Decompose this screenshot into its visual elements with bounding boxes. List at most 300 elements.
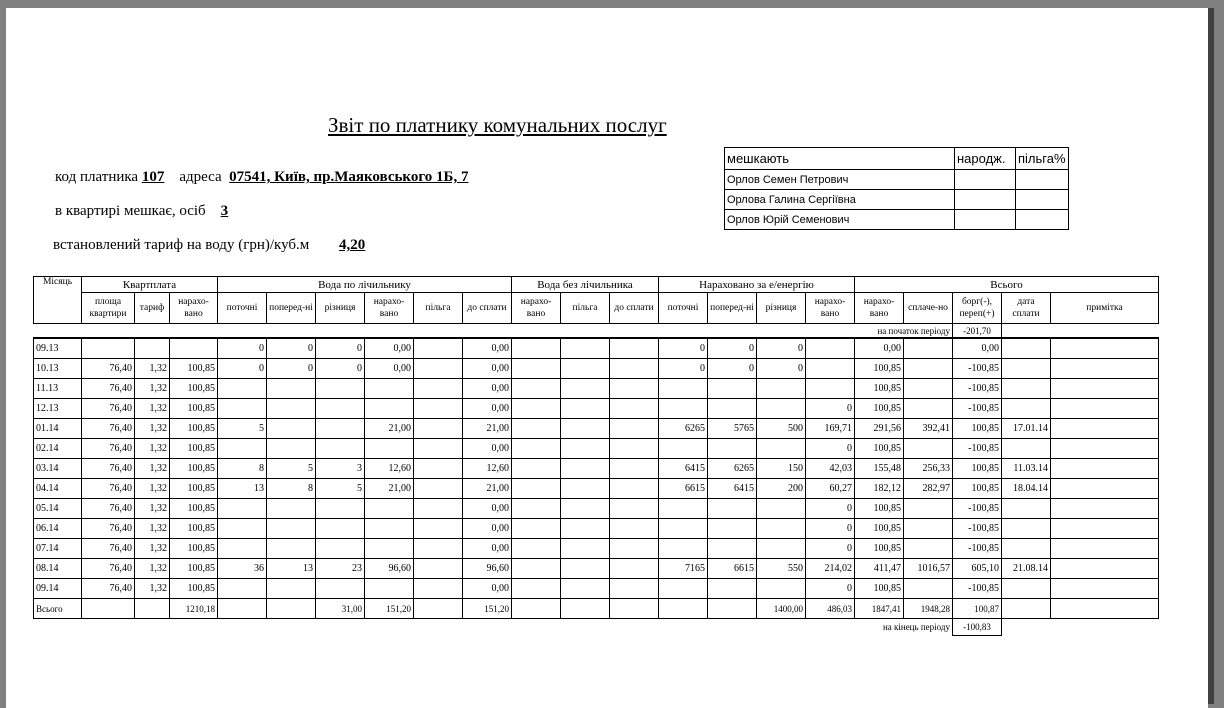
- value-cell: 0: [267, 359, 316, 379]
- value-cell: [512, 459, 561, 479]
- value-cell: 0: [316, 338, 365, 359]
- value-cell: 76,40: [82, 419, 135, 439]
- resident-birth: [955, 170, 1016, 190]
- value-cell: [512, 338, 561, 359]
- value-cell: [218, 519, 267, 539]
- value-cell: 36: [218, 559, 267, 579]
- value-cell: [1002, 519, 1051, 539]
- value-cell: 0,00: [463, 359, 512, 379]
- payer-code: 107: [141, 169, 165, 185]
- value-cell: 1,32: [135, 359, 170, 379]
- value-cell: [512, 419, 561, 439]
- end-period-value: -100,83: [953, 619, 1002, 636]
- value-cell: 76,40: [82, 459, 135, 479]
- value-cell: 100,85: [170, 439, 218, 459]
- value-cell: 6615: [659, 479, 708, 499]
- value-cell: [267, 539, 316, 559]
- value-cell: [414, 359, 463, 379]
- value-cell: [561, 559, 610, 579]
- value-cell: [561, 359, 610, 379]
- value-cell: 500: [757, 419, 806, 439]
- value-cell: [757, 519, 806, 539]
- value-cell: [316, 519, 365, 539]
- value-cell: [267, 519, 316, 539]
- residents-table: [724, 147, 1069, 230]
- value-cell: 6615: [708, 559, 757, 579]
- value-cell: [414, 459, 463, 479]
- value-cell: 100,85: [855, 499, 904, 519]
- value-cell: 96,60: [365, 559, 414, 579]
- resident-row: [725, 190, 1069, 210]
- value-cell: 550: [757, 559, 806, 579]
- value-cell: 1,32: [135, 539, 170, 559]
- value-cell: [904, 499, 953, 519]
- value-cell: [316, 539, 365, 559]
- value-cell: 1,32: [135, 519, 170, 539]
- value-cell: 1,32: [135, 399, 170, 419]
- subheader-cell: тариф: [135, 293, 170, 324]
- value-cell: [365, 519, 414, 539]
- value-cell: 169,71: [806, 419, 855, 439]
- value-cell: [365, 499, 414, 519]
- value-cell: [170, 338, 218, 359]
- total-cell: 1400,00: [757, 599, 806, 619]
- resident-row: [725, 170, 1069, 190]
- value-cell: 100,85: [170, 379, 218, 399]
- subheader-cell: різниця: [316, 293, 365, 324]
- residents-header-name: мешкають: [725, 148, 955, 170]
- value-cell: 0: [218, 338, 267, 359]
- resident-benefit: [1016, 210, 1069, 230]
- utilities-table: [33, 276, 1159, 636]
- month-cell: 02.14: [34, 439, 82, 459]
- total-cell: 1210,18: [170, 599, 218, 619]
- value-cell: [365, 539, 414, 559]
- total-cell: [135, 599, 170, 619]
- value-cell: 1,32: [135, 499, 170, 519]
- value-cell: -100,85: [953, 519, 1002, 539]
- value-cell: [1051, 579, 1159, 599]
- value-cell: 6415: [708, 479, 757, 499]
- value-cell: 0,00: [463, 519, 512, 539]
- value-cell: [708, 539, 757, 559]
- total-row: [34, 599, 1159, 619]
- value-cell: 0,00: [953, 338, 1002, 359]
- value-cell: [414, 419, 463, 439]
- value-cell: [610, 379, 659, 399]
- value-cell: 100,85: [855, 579, 904, 599]
- resident-benefit: [1016, 170, 1069, 190]
- value-cell: [512, 479, 561, 499]
- value-cell: 13: [218, 479, 267, 499]
- value-cell: 0,00: [463, 379, 512, 399]
- value-cell: [904, 359, 953, 379]
- subheader-cell: сплаче-но: [904, 293, 953, 324]
- table-row: [34, 559, 1159, 579]
- value-cell: [561, 338, 610, 359]
- value-cell: [414, 338, 463, 359]
- resident-birth: [955, 210, 1016, 230]
- value-cell: 100,85: [855, 539, 904, 559]
- value-cell: [1051, 459, 1159, 479]
- value-cell: [267, 439, 316, 459]
- value-cell: 1,32: [135, 459, 170, 479]
- total-cell: [512, 599, 561, 619]
- value-cell: 0: [757, 338, 806, 359]
- total-cell: [708, 599, 757, 619]
- value-cell: 96,60: [463, 559, 512, 579]
- value-cell: [806, 379, 855, 399]
- value-cell: 100,85: [953, 419, 1002, 439]
- value-cell: [610, 559, 659, 579]
- value-cell: 60,27: [806, 479, 855, 499]
- value-cell: -100,85: [953, 439, 1002, 459]
- value-cell: 214,02: [806, 559, 855, 579]
- value-cell: 100,85: [170, 519, 218, 539]
- value-cell: 76,40: [82, 479, 135, 499]
- value-cell: [218, 399, 267, 419]
- value-cell: 11.03.14: [1002, 459, 1051, 479]
- value-cell: [659, 379, 708, 399]
- value-cell: [904, 519, 953, 539]
- value-cell: 100,85: [170, 459, 218, 479]
- value-cell: 100,85: [170, 399, 218, 419]
- value-cell: 0: [659, 338, 708, 359]
- payer-code-label: код платника: [55, 169, 139, 185]
- value-cell: 6265: [659, 419, 708, 439]
- total-cell: 1948,28: [904, 599, 953, 619]
- subheader-cell: поперед-ні: [267, 293, 316, 324]
- month-cell: 03.14: [34, 459, 82, 479]
- value-cell: 8: [267, 479, 316, 499]
- value-cell: 7165: [659, 559, 708, 579]
- subheader-cell: різниця: [757, 293, 806, 324]
- group-rent: Квартплата: [82, 277, 218, 293]
- end-period-row: [34, 619, 1159, 636]
- value-cell: [267, 579, 316, 599]
- value-cell: [757, 499, 806, 519]
- value-cell: [806, 338, 855, 359]
- subheader-cell: площа квартири: [82, 293, 135, 324]
- value-cell: 0: [267, 338, 316, 359]
- value-cell: 0: [316, 359, 365, 379]
- value-cell: [1051, 399, 1159, 419]
- value-cell: [365, 399, 414, 419]
- value-cell: 100,85: [855, 439, 904, 459]
- resident-name: Орлова Галина Сергіївна: [725, 190, 955, 210]
- value-cell: 76,40: [82, 519, 135, 539]
- value-cell: 21,00: [365, 479, 414, 499]
- value-cell: 0: [708, 359, 757, 379]
- value-cell: [904, 399, 953, 419]
- value-cell: [316, 579, 365, 599]
- value-cell: 282,97: [904, 479, 953, 499]
- value-cell: 100,85: [953, 479, 1002, 499]
- value-cell: 0,00: [463, 439, 512, 459]
- value-cell: 605,10: [953, 559, 1002, 579]
- value-cell: [757, 539, 806, 559]
- value-cell: 21,00: [463, 419, 512, 439]
- value-cell: [904, 379, 953, 399]
- subheader-cell: поточні: [218, 293, 267, 324]
- value-cell: [610, 399, 659, 419]
- value-cell: [708, 499, 757, 519]
- value-cell: 0,00: [463, 579, 512, 599]
- value-cell: [414, 499, 463, 519]
- value-cell: 76,40: [82, 579, 135, 599]
- value-cell: [659, 519, 708, 539]
- table-row: [34, 479, 1159, 499]
- residents-header: [725, 148, 1069, 170]
- total-label: Всього: [34, 599, 82, 619]
- table-row: [34, 519, 1159, 539]
- table-row: [34, 399, 1159, 419]
- subheader-cell: дата сплати: [1002, 293, 1051, 324]
- value-cell: 0: [757, 359, 806, 379]
- value-cell: 76,40: [82, 499, 135, 519]
- value-cell: 100,85: [855, 399, 904, 419]
- value-cell: 12,60: [365, 459, 414, 479]
- value-cell: [1002, 579, 1051, 599]
- total-cell: [561, 599, 610, 619]
- month-cell: 12.13: [34, 399, 82, 419]
- group-electricity: Нараховано за е/енергію: [659, 277, 855, 293]
- value-cell: [218, 579, 267, 599]
- subheader-cell: нарахо-вано: [806, 293, 855, 324]
- month-cell: 07.14: [34, 539, 82, 559]
- residents-header-birth: народж.: [955, 148, 1016, 170]
- subheader-cell: до сплати: [610, 293, 659, 324]
- value-cell: [610, 439, 659, 459]
- subheader-cell: поперед-ні: [708, 293, 757, 324]
- subheader-cell: до сплати: [463, 293, 512, 324]
- value-cell: 100,85: [953, 459, 1002, 479]
- subheader-cell: нарахо-вано: [170, 293, 218, 324]
- value-cell: 0,00: [365, 338, 414, 359]
- value-cell: [561, 519, 610, 539]
- month-cell: 06.14: [34, 519, 82, 539]
- value-cell: [904, 539, 953, 559]
- value-cell: [1051, 499, 1159, 519]
- value-cell: [267, 419, 316, 439]
- persons-value: 3: [220, 203, 229, 219]
- value-cell: 12,60: [463, 459, 512, 479]
- value-cell: [561, 419, 610, 439]
- value-cell: [218, 499, 267, 519]
- value-cell: [512, 539, 561, 559]
- value-cell: [1051, 338, 1159, 359]
- value-cell: 100,85: [170, 539, 218, 559]
- total-cell: 151,20: [365, 599, 414, 619]
- value-cell: [512, 579, 561, 599]
- table-row: [34, 359, 1159, 379]
- table-row: [34, 499, 1159, 519]
- value-cell: 0: [806, 579, 855, 599]
- value-cell: 5: [218, 419, 267, 439]
- value-cell: [218, 439, 267, 459]
- value-cell: [414, 579, 463, 599]
- value-cell: 0: [806, 399, 855, 419]
- value-cell: [512, 499, 561, 519]
- subheader-row: [34, 293, 1159, 324]
- value-cell: [512, 519, 561, 539]
- value-cell: [561, 459, 610, 479]
- group-water-meter: Вода по лічильнику: [218, 277, 512, 293]
- value-cell: 76,40: [82, 359, 135, 379]
- residents-header-benefit: пільга%: [1016, 148, 1069, 170]
- total-cell: 486,03: [806, 599, 855, 619]
- value-cell: [316, 419, 365, 439]
- value-cell: 0: [708, 338, 757, 359]
- total-cell: [1051, 599, 1159, 619]
- page-shadow: [1208, 8, 1214, 704]
- value-cell: 1,32: [135, 559, 170, 579]
- persons-label: в квартирі мешкає, осіб: [55, 203, 206, 219]
- tariff-line: [53, 237, 365, 254]
- total-cell: 1847,41: [855, 599, 904, 619]
- value-cell: [561, 379, 610, 399]
- resident-name: Орлов Юрій Семенович: [725, 210, 955, 230]
- value-cell: [1002, 539, 1051, 559]
- value-cell: [82, 338, 135, 359]
- value-cell: 182,12: [855, 479, 904, 499]
- value-cell: [316, 499, 365, 519]
- end-period-label: на кінець періоду: [882, 622, 950, 633]
- month-header: Місяць: [34, 277, 82, 324]
- value-cell: [659, 399, 708, 419]
- month-cell: 11.13: [34, 379, 82, 399]
- value-cell: [561, 439, 610, 459]
- total-cell: [1002, 599, 1051, 619]
- value-cell: 0: [806, 499, 855, 519]
- value-cell: [561, 499, 610, 519]
- table-row: [34, 539, 1159, 559]
- value-cell: [904, 338, 953, 359]
- value-cell: 0: [806, 539, 855, 559]
- value-cell: [659, 579, 708, 599]
- value-cell: [659, 499, 708, 519]
- value-cell: 1016,57: [904, 559, 953, 579]
- value-cell: 200: [757, 479, 806, 499]
- value-cell: 8: [218, 459, 267, 479]
- subheader-cell: нарахо-вано: [512, 293, 561, 324]
- total-cell: [218, 599, 267, 619]
- value-cell: [414, 439, 463, 459]
- value-cell: 23: [316, 559, 365, 579]
- subheader-cell: поточні: [659, 293, 708, 324]
- value-cell: [1002, 439, 1051, 459]
- value-cell: [708, 399, 757, 419]
- total-cell: 100,87: [953, 599, 1002, 619]
- value-cell: 0: [806, 519, 855, 539]
- value-cell: 5: [316, 479, 365, 499]
- value-cell: 1,32: [135, 579, 170, 599]
- value-cell: [610, 338, 659, 359]
- value-cell: 21,00: [365, 419, 414, 439]
- resident-benefit: [1016, 190, 1069, 210]
- value-cell: [218, 379, 267, 399]
- start-period-label: на початок періоду: [877, 325, 950, 336]
- value-cell: 17.01.14: [1002, 419, 1051, 439]
- value-cell: -100,85: [953, 579, 1002, 599]
- tariff-label: встановлений тариф на воду (грн)/куб.м: [53, 237, 310, 253]
- value-cell: [414, 379, 463, 399]
- total-cell: [659, 599, 708, 619]
- value-cell: 0,00: [463, 539, 512, 559]
- value-cell: [561, 399, 610, 419]
- value-cell: 13: [267, 559, 316, 579]
- value-cell: [365, 439, 414, 459]
- value-cell: [610, 539, 659, 559]
- value-cell: 1,32: [135, 419, 170, 439]
- value-cell: [610, 479, 659, 499]
- start-period-row: [34, 324, 1159, 339]
- value-cell: [708, 379, 757, 399]
- address-label: адреса: [179, 169, 222, 185]
- value-cell: 76,40: [82, 539, 135, 559]
- table-row: [34, 338, 1159, 359]
- value-cell: 76,40: [82, 559, 135, 579]
- value-cell: -100,85: [953, 379, 1002, 399]
- total-cell: [610, 599, 659, 619]
- value-cell: [365, 579, 414, 599]
- value-cell: [1002, 338, 1051, 359]
- value-cell: 100,85: [170, 479, 218, 499]
- value-cell: 0: [659, 359, 708, 379]
- value-cell: [1051, 379, 1159, 399]
- value-cell: [365, 379, 414, 399]
- report-title: Звіт по платнику комунальних послуг: [328, 113, 667, 137]
- total-cell: 31,00: [316, 599, 365, 619]
- value-cell: 21,00: [463, 479, 512, 499]
- month-cell: 09.14: [34, 579, 82, 599]
- value-cell: 1,32: [135, 479, 170, 499]
- value-cell: -100,85: [953, 399, 1002, 419]
- value-cell: [610, 359, 659, 379]
- value-cell: [561, 539, 610, 559]
- value-cell: [806, 359, 855, 379]
- table-row: [34, 459, 1159, 479]
- total-cell: [82, 599, 135, 619]
- value-cell: [757, 439, 806, 459]
- value-cell: 76,40: [82, 439, 135, 459]
- value-cell: [610, 459, 659, 479]
- value-cell: [1002, 379, 1051, 399]
- value-cell: -100,85: [953, 499, 1002, 519]
- value-cell: 0,00: [365, 359, 414, 379]
- value-cell: [1051, 359, 1159, 379]
- value-cell: 1,32: [135, 379, 170, 399]
- payer-line: [55, 169, 468, 186]
- value-cell: [610, 519, 659, 539]
- value-cell: 256,33: [904, 459, 953, 479]
- value-cell: [610, 419, 659, 439]
- value-cell: [512, 359, 561, 379]
- value-cell: [316, 399, 365, 419]
- value-cell: 100,85: [170, 419, 218, 439]
- value-cell: 392,41: [904, 419, 953, 439]
- value-cell: [1051, 439, 1159, 459]
- value-cell: [904, 439, 953, 459]
- value-cell: 18.04.14: [1002, 479, 1051, 499]
- value-cell: [414, 399, 463, 419]
- month-cell: 09.13: [34, 338, 82, 359]
- subheader-cell: пільга: [414, 293, 463, 324]
- value-cell: [1051, 539, 1159, 559]
- value-cell: 21.08.14: [1002, 559, 1051, 579]
- value-cell: [512, 439, 561, 459]
- subheader-cell: нарахо-вано: [855, 293, 904, 324]
